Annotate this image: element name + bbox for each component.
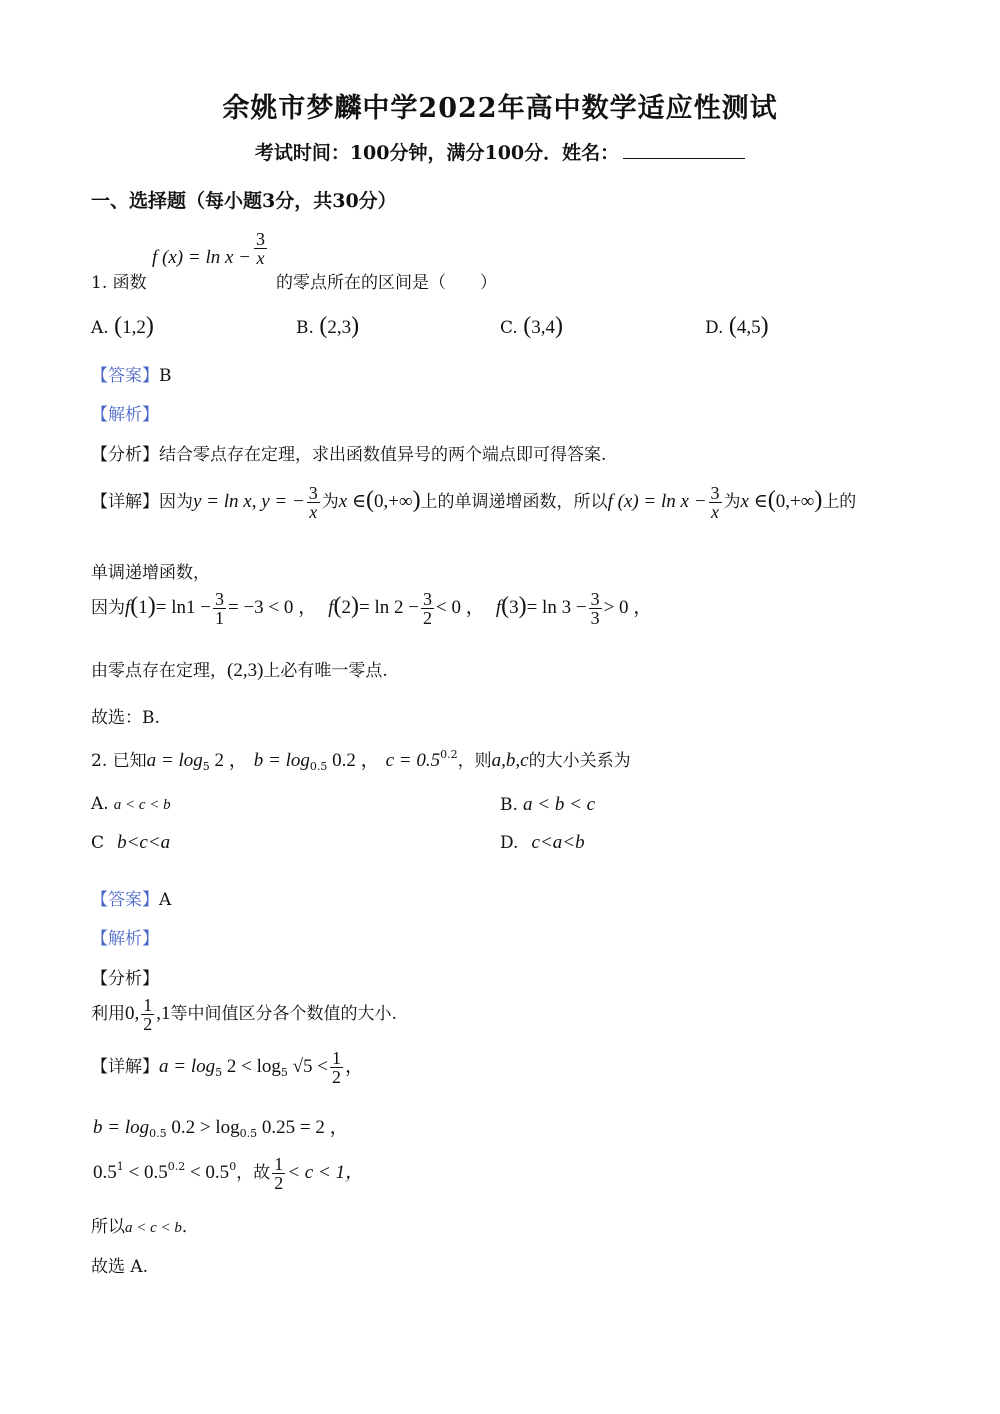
q2-fenxi-a: 利用 xyxy=(91,1004,125,1024)
q2-d2-sub: 0.5 xyxy=(149,1127,167,1140)
q2-answer-value: A xyxy=(159,890,172,910)
q2-d1d: ， xyxy=(345,1056,365,1077)
q2-stem-tail-a: ，则 xyxy=(457,751,492,771)
q2-detail-line1 xyxy=(91,1049,364,1086)
q1-answer-value: B xyxy=(159,366,172,386)
q2-d1-frac-den: 2 xyxy=(332,1067,342,1087)
q2-option-c-label: C xyxy=(91,833,105,853)
q2-number: 2. 已知 xyxy=(91,751,147,771)
q2-option-d-label: D. xyxy=(500,833,519,853)
q1-detail-line3: 因为f(1)= ln1 − $\frac{3}{1}$ = −3 < 0 ， f(2)= ln 2 − $\frac{3}{2}$ < 0 ， f(3)= ln 3 − $\frac{3}{3}$ > 0 ， xyxy=(91,589,653,628)
q2-d1b: 2 < log xyxy=(222,1056,281,1077)
q1-detail-1c: 为 xyxy=(321,492,339,512)
q2-option-b[interactable] xyxy=(500,794,595,816)
q2-d2b: 0.2 > log xyxy=(166,1117,240,1138)
q2-d4b: a < c < b xyxy=(125,1220,182,1236)
q2-d3-sup: 1 xyxy=(116,1160,124,1173)
section-heading: 一、选择题（每小题3分，共30分） xyxy=(91,190,397,212)
q2-answer xyxy=(91,885,171,910)
q1-detail-3j: f xyxy=(495,597,502,618)
q2-fenxi-frac-den: 2 xyxy=(143,1014,153,1034)
q1-detail-1k: 上的 xyxy=(822,492,857,512)
q1-detail-1f: 上的单调递增函数，所以 xyxy=(420,492,608,512)
q1-detail-1h: 为 xyxy=(723,492,741,512)
q1-detail-3a: 因为 xyxy=(91,598,125,618)
q1-fenxi-text: 结合零点存在定理，求出函数值异号的两个端点即可得答案. xyxy=(159,445,607,465)
q2-d4a: 所以 xyxy=(91,1217,125,1237)
q1-detail-3h: = ln 2 − xyxy=(359,597,419,618)
q2-fenxi-b: 0, xyxy=(125,1003,140,1024)
q2-conclusion: 故选 A. xyxy=(91,1257,149,1277)
q2-fenxi xyxy=(91,996,397,1033)
q1-detail-4b: (2,3) xyxy=(227,660,264,681)
q1-detail-3k: 3 xyxy=(509,597,519,618)
q1-stem-tail: 的零点所在的区间是（ ） xyxy=(276,273,497,293)
q2-d2-sub2: 0.5 xyxy=(239,1127,258,1140)
q2-fenxi-c: ,1 xyxy=(156,1003,171,1024)
q1-detail-frac1-den: x xyxy=(307,502,320,521)
q1-frac-num: 3 xyxy=(256,229,265,249)
q2-option-c-value: b<c<a xyxy=(117,832,171,853)
q1-detail-1j: 0,+∞ xyxy=(775,491,815,512)
q2-detail-line3 xyxy=(93,1155,364,1192)
q2-stem-c-sup: 0.2 xyxy=(440,748,458,761)
q2-option-c[interactable] xyxy=(91,832,170,854)
q1-detail-tag: 【详解】 xyxy=(91,492,159,512)
q1-conclusion: 故选：B. xyxy=(91,708,160,728)
q1-answer xyxy=(91,361,172,386)
q2-d1c: √5 < xyxy=(287,1056,329,1077)
q1-detail-1g: f (x) = ln x − xyxy=(607,491,707,512)
q1-analysis-tag: 【解析】 xyxy=(91,405,159,425)
q2-stem-a-sub: 5 xyxy=(202,760,210,773)
q1-option-a-value: 1,2 xyxy=(122,317,146,338)
q1-option-b[interactable]: B. (2,3) xyxy=(296,313,360,339)
q1-fenxi xyxy=(91,440,606,465)
q1-option-a-label: A. xyxy=(91,318,109,338)
q1-detail-3f: f xyxy=(328,597,334,618)
q1-detail-frac1-num: 3 xyxy=(308,483,318,503)
q2-stem-a-val: 2 ， xyxy=(209,750,248,771)
q1-detail-1a: 因为 xyxy=(159,492,193,512)
q2-d3d: ，故 xyxy=(236,1163,271,1183)
q2-option-a-value: a < c < b xyxy=(113,797,171,813)
name-blank xyxy=(623,140,745,159)
q1-detail-3l: = ln 3 − xyxy=(526,597,587,618)
q1-detail-3i: < 0 ， xyxy=(436,597,485,618)
q1-answer-tag: 【答案】 xyxy=(91,366,159,386)
q1-f1-den: 1 xyxy=(215,608,224,628)
q2-d3-frac-den: 2 xyxy=(274,1173,284,1193)
q2-d1: a = log xyxy=(159,1056,216,1077)
q1-option-c-label: C. xyxy=(500,318,518,338)
q2-stem-b-val: 0.2 ， xyxy=(327,750,380,771)
q1-detail-1d: x ∈ xyxy=(338,491,367,512)
q1-option-d-value: 4,5 xyxy=(736,317,761,338)
q1-detail-frac2-den: x xyxy=(709,502,722,521)
q1-detail-3d: = ln1 − xyxy=(155,597,211,618)
q1-f3-den: 3 xyxy=(590,608,600,628)
q1-detail-1e: 0,+∞ xyxy=(374,491,413,512)
q1-detail-1b: y = ln x, y = − xyxy=(193,491,305,512)
q2-option-b-label: B. xyxy=(500,795,518,815)
q2-d3b: < 0.5 xyxy=(123,1162,168,1183)
q1-detail-4a: 由零点存在定理， xyxy=(91,661,227,681)
q1-option-d-label: D. xyxy=(705,318,724,338)
q1-f3-num: 3 xyxy=(590,589,600,609)
q1-detail-3m: > 0 ， xyxy=(603,597,653,618)
q1-option-c-value: 3,4 xyxy=(531,317,555,338)
q1-detail-3e: = −3 < 0 ， xyxy=(228,597,318,618)
q2-fenxi-frac-num: 1 xyxy=(143,995,153,1015)
q1-detail-line4 xyxy=(91,656,388,682)
q1-fraction xyxy=(252,230,269,267)
q1-frac-den: x xyxy=(254,248,267,267)
q2-fenxi-tag: 【分析】 xyxy=(91,969,159,989)
q2-stem-c: c = 0.5 xyxy=(385,750,441,771)
q2-stem-b: b = log xyxy=(253,750,310,771)
q1-f2-num: 3 xyxy=(423,589,432,609)
q2-option-a[interactable] xyxy=(91,794,171,814)
q1-detail-1i: x ∈ xyxy=(740,491,768,512)
q2-stem-b-sub: 0.5 xyxy=(309,760,328,773)
exam-info-text: 考试时间：100分钟，满分100分．姓名： xyxy=(254,142,620,164)
q1-function-expr: f (x) = ln x − xyxy=(152,247,251,268)
q2-stem-tail-b: a,b,c xyxy=(491,750,529,771)
q2-d2c: 0.25 = 2 ， xyxy=(257,1117,349,1138)
q2-d1-frac-num: 1 xyxy=(332,1048,342,1068)
exam-info xyxy=(0,138,1000,165)
q2-d3: 0.5 xyxy=(93,1162,117,1183)
q1-detail-line1: 【详解】因为y = ln x, y = − $\frac{3}{x}$ 为x ∈(0,+∞)上的单调递增函数，所以f (x) = ln x − $\frac{3}{x}$ 为x ∈(0,+∞)上的 xyxy=(91,483,857,522)
q2-analysis-tag: 【解析】 xyxy=(91,929,159,949)
q1-option-b-value: 2,3 xyxy=(327,317,352,338)
q1-f2-den: 2 xyxy=(423,608,432,628)
q2-d3c: < 0.5 xyxy=(185,1162,230,1183)
q1-option-d[interactable]: D. (4,5) xyxy=(705,313,769,339)
q2-option-d[interactable] xyxy=(500,832,585,854)
q1-fenxi-tag: 【分析】 xyxy=(91,445,159,465)
page-title: 余姚市梦麟中学2022年高中数学适应性测试 xyxy=(222,93,778,124)
q2-d3-sup3: 0 xyxy=(229,1160,237,1173)
q1-option-b-label: B. xyxy=(296,318,314,338)
q2-fenxi-d: 等中间值区分各个数值的大小. xyxy=(170,1004,397,1024)
q2-answer-tag: 【答案】 xyxy=(91,890,159,910)
q2-detail-tag: 【详解】 xyxy=(91,1057,159,1077)
q1-detail-3g: 2 xyxy=(341,597,352,618)
q2-detail-line2 xyxy=(93,1112,349,1140)
q1-number: 1. 函数 xyxy=(91,273,147,293)
q2-d2: b = log xyxy=(93,1117,150,1138)
q2-stem-tail-c: 的大小关系为 xyxy=(528,751,631,771)
q2-d1-sub: 5 xyxy=(215,1066,223,1079)
q2-option-b-value: a < b < c xyxy=(523,794,596,815)
q1-f1-num: 3 xyxy=(215,589,224,609)
q2-detail-line4 xyxy=(91,1212,199,1237)
q1-detail-line2: 单调递增函数， xyxy=(91,563,210,583)
q1-option-c[interactable]: C. (3,4) xyxy=(500,313,563,339)
q2-d3e: < c < 1， xyxy=(287,1162,365,1183)
q1-function xyxy=(152,247,251,269)
q2-option-a-label: A. xyxy=(91,794,109,814)
q1-detail-3c: 1 xyxy=(138,597,148,618)
q1-detail-3b: f xyxy=(125,597,131,618)
q1-option-a[interactable]: A. (1,2) xyxy=(91,313,154,339)
q1-detail-4c: 上必有唯一零点. xyxy=(263,661,388,681)
q2-d3-frac-num: 1 xyxy=(274,1154,284,1174)
q1-detail-frac2-num: 3 xyxy=(710,483,720,503)
q2-stem-a: a = log xyxy=(146,750,203,771)
q2-d1-sub2: 5 xyxy=(280,1066,288,1079)
q2-stem xyxy=(91,745,631,773)
q2-option-d-value: c<a<b xyxy=(531,832,585,853)
q2-d3-sup2: 0.2 xyxy=(167,1160,186,1173)
q2-d4c: ． xyxy=(181,1217,199,1237)
